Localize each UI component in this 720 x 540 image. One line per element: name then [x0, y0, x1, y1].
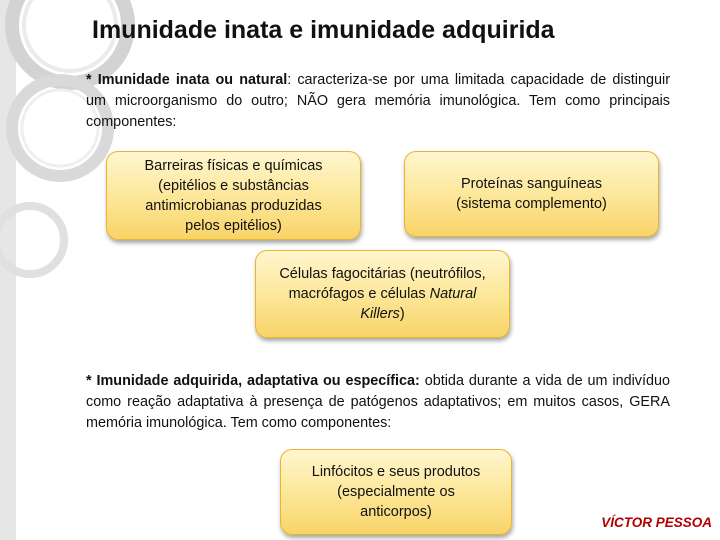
lymphocytes-box	[280, 449, 512, 535]
lymphocytes-line: Linfócitos e seus produtos	[311, 464, 481, 480]
cells-text: )	[399, 306, 405, 322]
barriers-line: (epitélios e substâncias	[158, 177, 309, 194]
barriers-line: pelos epitélios)	[185, 217, 282, 234]
innate-bullet: *	[86, 72, 92, 88]
blood-proteins-box	[404, 151, 659, 237]
barriers-line: Barreiras físicas e químicas	[144, 157, 323, 174]
proteins-line: (sistema complemento)	[456, 196, 607, 212]
innate-immunity-paragraph	[86, 70, 670, 133]
acquired-heading: Imunidade adquirida, adaptativa ou específica:	[96, 373, 420, 389]
cells-text: macrófagos e células	[288, 286, 430, 302]
phagocytic-cells-box	[255, 250, 510, 338]
page-title: Imunidade inata e imunidade adquirida	[92, 16, 555, 44]
barriers-line: antimicrobianas produzidas	[145, 197, 322, 214]
lymphocytes-line: (especialmente os	[337, 484, 455, 500]
innate-heading: Imunidade inata ou natural	[97, 72, 288, 88]
cells-line	[279, 284, 485, 304]
innate-description: : caracteriza-se por uma limitada capacidade de distinguir um microorganismo do outro; NÃO gera memória imunológica. Tem como principais componentes:	[86, 72, 670, 130]
cells-line: Células fagocitárias (neutrófilos,	[279, 266, 486, 282]
author-name: VÍCTOR PESSOA	[601, 515, 712, 530]
acquired-bullet: *	[86, 373, 92, 389]
barriers-box	[106, 151, 361, 240]
cells-italic: Natural	[429, 286, 477, 302]
cells-line	[279, 304, 485, 324]
proteins-line: Proteínas sanguíneas	[460, 176, 603, 192]
acquired-immunity-paragraph	[86, 371, 670, 434]
cells-italic: Killers	[360, 306, 400, 322]
lymphocytes-line: anticorpos)	[360, 504, 432, 520]
acquired-description: obtida durante a vida de um indivíduo como reação adaptativa à presença de patógenos adaptativos; em muitos casos, GERA memória imunológica. Tem como componentes:	[86, 373, 670, 431]
